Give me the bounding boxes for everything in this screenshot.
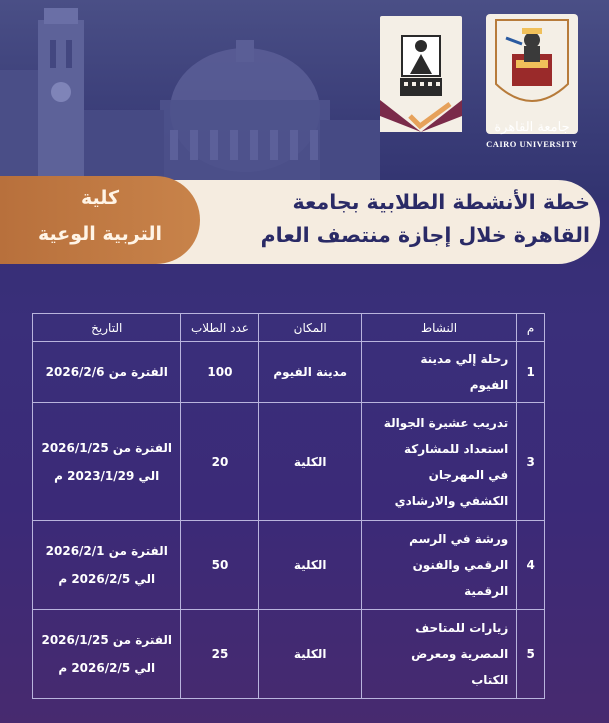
cairo-university-logo — [486, 14, 578, 134]
row-num: 5 — [517, 610, 545, 699]
activity-line: رحلة إلي مدينة — [420, 352, 509, 366]
header-num: م — [517, 314, 545, 342]
table-row — [33, 342, 545, 403]
title-line-2: القاهرة خلال إجازة منتصف العام — [260, 223, 590, 247]
header-date: التاريخ — [33, 314, 181, 342]
university-name-arabic: جامعة القاهرة — [494, 120, 570, 135]
row-date — [33, 403, 181, 521]
date-line: الي 2026/2/5 م — [58, 661, 156, 675]
row-place: الكلية — [259, 403, 361, 521]
row-activity — [361, 342, 516, 403]
university-name-english: CAIRO UNIVERSITY — [486, 139, 578, 149]
faculty-line-1: كلية — [80, 187, 120, 209]
date-line: الي 2026/2/5 م — [58, 572, 156, 586]
table-row — [33, 610, 545, 699]
row-num: 3 — [517, 403, 545, 521]
date-line: الفترة من 2026/2/1 — [45, 544, 168, 558]
activity-line: الكشفي والارشادي — [394, 493, 509, 508]
row-place: مدينة الفيوم — [259, 342, 361, 403]
row-activity — [361, 610, 516, 699]
row-date — [33, 610, 181, 699]
faculty-name — [12, 180, 188, 252]
header-count: عدد الطلاب — [181, 314, 259, 342]
row-date — [33, 342, 181, 403]
row-count: 20 — [181, 403, 259, 521]
header-activity: النشاط — [361, 314, 516, 342]
title-line-1: خطة الأنشطة الطلابية بجامعة — [292, 190, 590, 214]
row-place: الكلية — [259, 610, 361, 699]
activity-line: زيارات للمتاحف — [415, 621, 509, 635]
date-line: الفترة من 2026/2/6 — [45, 365, 168, 379]
table-header-row — [33, 314, 545, 342]
activity-line: استعداد للمشاركة — [403, 441, 509, 456]
table-row — [33, 403, 545, 521]
row-num: 4 — [517, 521, 545, 610]
faculty-logo — [380, 16, 462, 132]
row-place: الكلية — [259, 521, 361, 610]
activities-table — [32, 313, 545, 699]
activity-line: في المهرجان — [428, 467, 509, 482]
date-line: الفترة من 2026/1/25 — [41, 440, 172, 455]
row-count: 100 — [181, 342, 259, 403]
page-title — [190, 186, 590, 252]
row-activity — [361, 403, 516, 521]
table-row — [33, 521, 545, 610]
activity-line: الفيوم — [469, 378, 509, 392]
row-num: 1 — [517, 342, 545, 403]
row-activity — [361, 521, 516, 610]
activity-line: الرقمية — [464, 584, 509, 598]
activity-line: الرقمي والفنون — [412, 558, 509, 572]
activity-line: تدريب عشيرة الجوالة — [383, 415, 509, 430]
activity-line: الكتاب — [471, 673, 509, 687]
activity-line: ورشة في الرسم — [409, 532, 509, 546]
activity-line: المصرية ومعرض — [411, 647, 509, 661]
header-place: المكان — [259, 314, 361, 342]
row-date — [33, 521, 181, 610]
date-line: الفترة من 2026/1/25 — [41, 633, 172, 647]
faculty-line-2: التربية الوعية — [37, 223, 163, 245]
row-count: 25 — [181, 610, 259, 699]
row-count: 50 — [181, 521, 259, 610]
date-line: الي 2023/1/29 م — [54, 468, 160, 483]
